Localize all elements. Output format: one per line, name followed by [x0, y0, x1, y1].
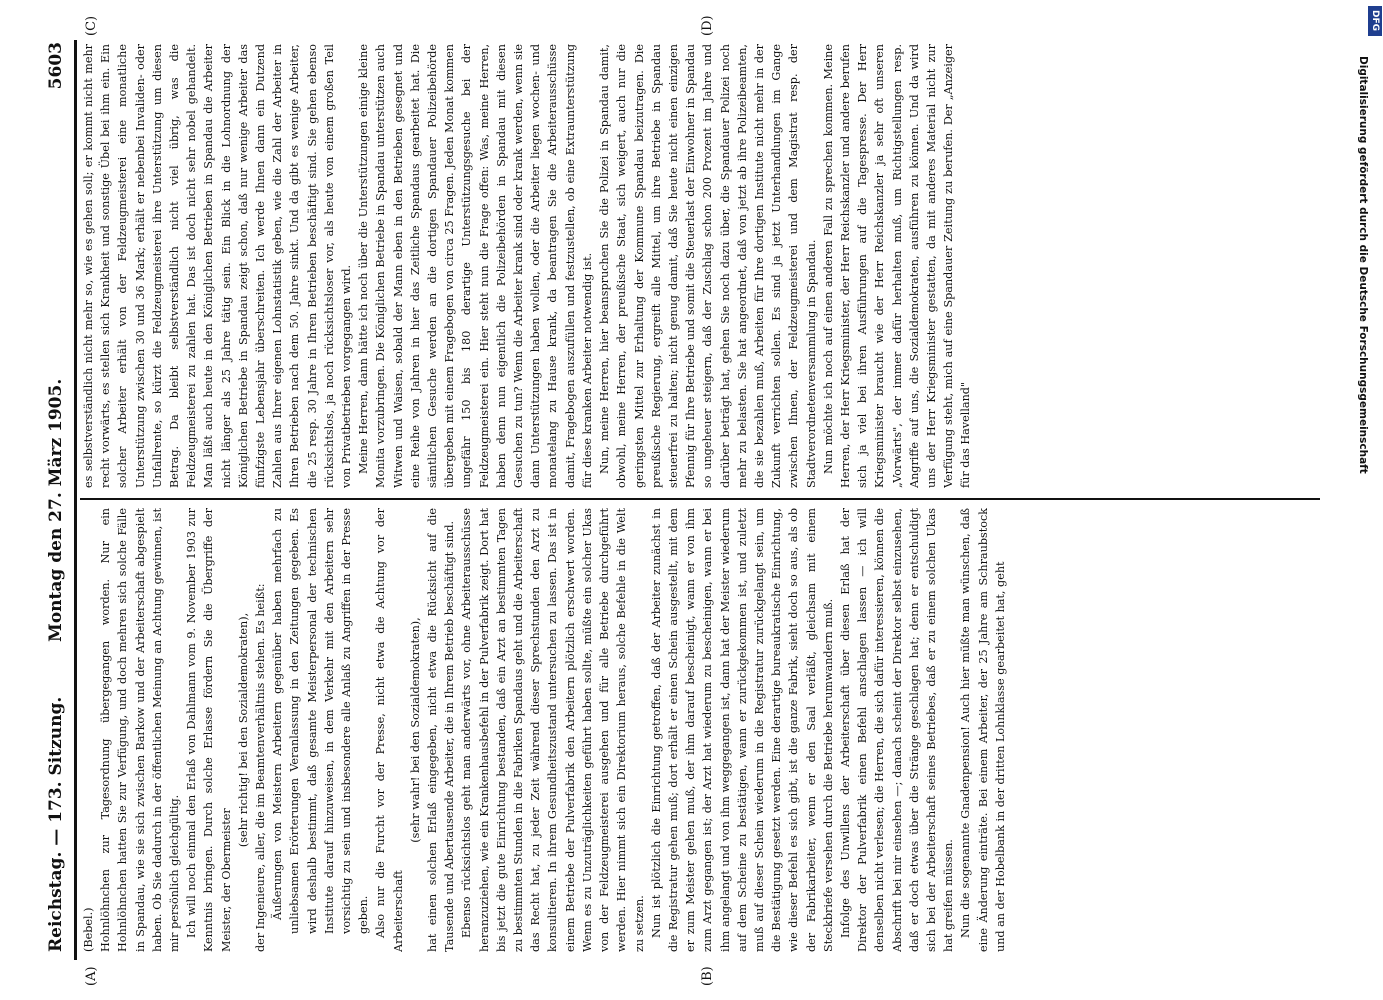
paragraph: Nun ist plötzlich die Einrichtung getroffen, daß der Arbeiter zunächst in die Registratur gehen muß; dort erhält er einen Schein ausgestellt, mit dem er zum Meister gehen muß, der ihm darauf bescheinigt, wann er von ihm zum Arzt gegangen ist; der Arzt hat wiederum zu bescheinigen, wann er bei ihm angelangt und von ihm weggegangen ist, dann hat der Meister wiederum auf dem Scheine zu bestätigen, wann er zurückgekommen ist, und zuletzt muß auf dieser Schein wiederum in die Registratur zurückgelangt sein, um die Bestätigung gesetzt werden. Eine derartige bureaukratische Einrichtung, wie dieser Befehl es sich gibt, ist die ganze Fabrik, sieht doch so aus, als ob der Fabrikarbeiter, wenn er den Saal verläßt, gleichsam mit einem Steckbriefe versehen durch die Betriebe herumwandern muß. — [649, 508, 835, 952]
dfg-logo: DFG — [1368, 6, 1382, 36]
paragraph: der Ingenieure, aller, die im Beamtenverhältnis stehen. Es heißt: — [254, 583, 268, 952]
margin-mark-a: (A) — [84, 966, 99, 986]
paragraph: Ebenso rücksichtslos geht man anderwärts vor, ohne Arbeiterausschüsse heranzuziehen, wie ein Krankenhausbefehl in der Pulverfabrik zeigt. Dort hat bis jetzt die gute Einrichtung bestanden, daß ein Arzt an bestimmten Tagen zu bestimmten Stunden in die Fabriken Spandaus geht und die Arbeiterschaft das Recht hat, zu jeder Zeit während dieser Sprechstunden den Arzt zu konsultieren. In ihrem Gesundheitszustand untersuchen zu lassen. Das ist in einem Betriebe der Pulverfabrik den Arbeitern plötzlich erschwert worden. Wenn es zu Unzuträglichkeiten geführt haben sollte, müßte ein solcher Ukas von der Feldzeugmeisterei ausgehen und für alle Betriebe durchgeführt werden. Hier nimmt sich ein Direktorium heraus, solche Befehle in die Welt zu setzen. — [460, 508, 646, 952]
column-divider — [80, 498, 1320, 500]
paragraph: Hohnlöhnchen zur Tagesordnung übergegangen worden. Nur ein Hohnlöhnchen hatten Sie zur Verfügung, und doch mehren sich solche Fälle in Spandau, wie sie sich zwischen Barkow und der Arbeiterschaft abgespielt haben. Ob Sie dadurch in der öffentlichen Meinung an Achtung gewinnen, ist mir persönlich gleichgültig. — [99, 508, 182, 952]
page-number: 5603 — [46, 42, 66, 90]
header-date: Montag den 27. März 1905. — [46, 378, 66, 642]
interjection: (sehr richtig! bei den Sozialdemokraten), — [236, 612, 250, 848]
quotation: Äußerungen von Meistern Arbeitern gegenüber haben mehrfach zu unliebsamen Erörterungen Veranlassung in den Zeitungen gegeben. Es wird deshalb bestimmt, daß gesamte Meisterpersonal der technischen Institute darauf hinzuweisen, in dem Verkehr mit den Arbeitern sehr vorsichtig zu sein und insbesondere alle Anlaß zu Angriffen in der Presse geben. — [271, 508, 371, 934]
right-column — [80, 44, 1320, 488]
paragraph: Nun die sogenannte Gnadenpension! Auch hier müßte man wünschen, daß eine Änderung einträte. Bei einem Arbeiter, der 25 Jahre am Schraubstock und an der Hobelbank in der dritten Lohnklasse gearbeitet hat, geht — [959, 508, 1007, 952]
speaker-name: (Bebel.) — [82, 907, 95, 952]
digitization-credit — [1357, 12, 1375, 972]
paragraph: hat einen solchen Erlaß eingegeben, nicht etwa die Rücksicht auf die Tausende und Abertausende Arbeiter, die in Ihrem Betrieb beschäftigt sind. — [426, 508, 457, 952]
paragraph: Meine Herren, dann hätte ich noch über die Unterstützungen einige kleine Monita vorzubringen. Die Königlichen Betriebe in Spandau unterstützen auch Witwen und Waisen, sobald der Mann eben in den Betrieben gesegnet und eine Reihe von Jahren in hier das Zeitliche Spandaus gearbeitet hat. Die sämtlichen Gesuche werden an die dortigen Spandauer Polizeibehörde übergeben mit einem Fragebogen von circa 25 Fragen. Jeden Monat kommen ungefähr 150 bis 180 derartige Unterstützungsgesuche bei der Feldzeugmeisterei ein. Hier steht nun die Frage offen: Was, meine Herren, haben denn nun eigentlich die Polizeibehörden in Spandau mit diesen Gesuchen zu tun? Wenn die Arbeiter krank sind oder krank werden, wenn sie dann Unterstützungen haben wollen, oder die Arbeiter liegen wochen- und monatelang zu Hause krank, da beantragen Sie die Arbeiterausschüsse damit, Fragebogen auszufüllen und festzustellen, ob eine Extraunterstützung für diese kranken Arbeiter notwendig ist. — [357, 44, 594, 488]
interjection: (sehr wahr! bei den Sozialdemokraten), — [408, 617, 422, 843]
header-session: Reichstag. — 173. Sitzung. — [46, 696, 66, 952]
margin-mark-d: (D) — [700, 15, 715, 36]
credit-text: Digitalisierung gefördert durch die Deutsche Forschungsgemeinschaft — [1357, 56, 1369, 474]
page-header — [46, 42, 70, 952]
paragraph: Nun möchte ich noch auf einen anderen Fall zu sprechen kommen. Meine Herren, der Herr Kriegsminister, der Herr Reichskanzler und andere berufen sich ja viel bei ihren Ausführungen auf die Tagespresse. Der Herr Kriegsminister braucht wie der Herr Reichskanzler ja sehr oft unseren „Vorwärts", der immer dafür herhalten muß, um Richtigstellungen resp. Angriffe auf uns, die Sozialdemokraten, ausführen zu können. Und da wird uns der Herr Kriegsminister gestatten, da mit anderes Material nicht zur Verfügung steht, mich auf eine Spandauer Zeitung zu berufen. Der „Anzeiger für das Havelland" — [821, 44, 973, 488]
margin-mark-b: (B) — [700, 966, 715, 986]
document-page — [40, 0, 1340, 1000]
paragraph: Ich will noch einmal den Erlaß von Dahlmann vom 9. November 1903 zur Kenntnis bringen. Durch solche Erlasse fördern Sie die Übergriffe der Meister, der Obermeister — [185, 508, 233, 952]
left-column — [80, 508, 1320, 952]
paragraph: Infolge des Unwillens der Arbeiterschaft über diesen Erlaß hat der Direktor der Pulverfabrik einen Befehl anschlagen lassen — ich will denselben nicht verlesen; die Herren, die sich dafür interessieren, können die Abschrift bei mir einsehen —; danach scheint der Direktor selbst einzusehen, daß er doch etwas über die Stränge geschlagen hat; denn er entschuldigt sich bei der Arbeiterschaft seines Betriebes, daß er zu einem solchen Ukas hat greifen müssen. — [838, 508, 956, 952]
paragraph: es selbstverständlich nicht mehr so, wie es gehen soll; er kommt nicht mehr recht vorwärts, es stellen sich Krankheit und sonstige Übel bei ihm ein. Ein solcher Arbeiter erhält von der Feldzeugmeisterei eine monatliche Unterstützung zwischen 30 und 36 Mark; erhält er nebenbei Invaliden- oder Unfallrente, so kürzt die Feldzeugmeisterei ihre Unterstützung um diesen Betrag. Da bleibt selbstverständlich nicht viel übrig, was die Feldzeugmeisterei zu zahlen hat. Das ist doch nicht sehr nobel gehandelt. Man läßt auch heute in den Königlichen Betrieben in Spandau die Arbeiter nicht länger als 25 Jahre tätig sein. Ein Blick in die Lohnordnung der Königlichen Betriebe in Spandau zeigt schon, daß nur wenige Arbeiter das fünfzigste Lebensjahr überschreiten. Ich werde Ihnen dann ein Dutzend Zahlen aus Ihrer eigenen Lohnstatistik geben, wie die Zahl der Arbeiter in Ihren Betrieben nach dem 50. Jahre sinkt. Und da gibt es wenige Arbeiter, die 25 resp. 30 Jahre in Ihren Betrieben beschäftigt sind. Sie gehen ebenso rücksichtslos, ja noch rücksichtsloser vor, als heute von einem großen Teil von Privatbetrieben vorgegangen wird. — [82, 44, 354, 488]
paragraph: Nun, meine Herren, hier beanspruchen Sie die Polizei in Spandau damit, obwohl, meine Herren, der preußische Staat, sich weigert, auch nur die geringsten Mittel zur Erhaltung der Kommune Spandau beizutragen. Die preußische Regierung, ergreift alle Mittel, um ihre Betriebe in Spandau steuerfrei zu halten; nicht genug damit, daß Sie heute nicht einen einzigen Pfennig für Ihre Betriebe und somit die Steuerlast der Einwohner in Spandau so ungeheuer steigern, daß der Zuschlag schon 200 Prozent im Jahre und darüber beträgt hat, gehen Sie noch dazu über, die Spandauer Polizei noch mehr zu belasten. Sie hat angeordnet, daß von jetzt ab ihre Polizeibeamten, die sie bezahlen muß, Arbeiten für Ihre dortigen Institute nicht mehr in der Zukunft verrichten sollen. Es sind ja jetzt Unterhandlungen im Gange zwischen Ihnen, der Feldzeugmeisterei und dem Magistrat resp. der Stadtverordnetenversammlung in Spandau. — [598, 44, 818, 488]
header-rule — [74, 40, 77, 960]
paragraph: Also nur die Furcht vor der Presse, nicht etwa die Achtung vor der Arbeiterschaft — [374, 508, 405, 952]
margin-mark-c: (C) — [84, 15, 99, 36]
